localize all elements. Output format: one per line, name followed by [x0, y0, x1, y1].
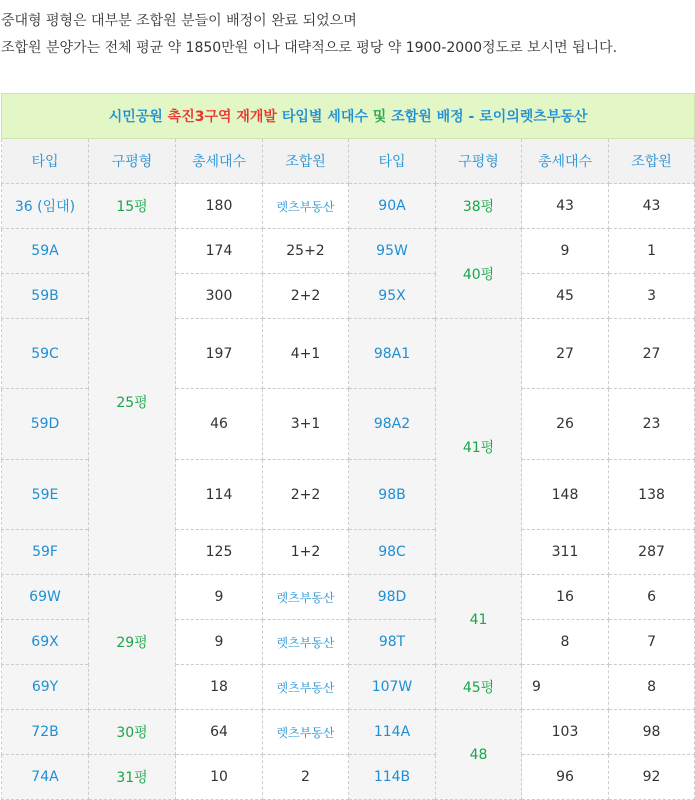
pyeong-cell: 41평	[436, 319, 522, 575]
type-cell: 36 (임대)	[2, 184, 89, 229]
type-cell: 69X	[2, 620, 89, 665]
member-cell: 2+2	[263, 274, 349, 319]
member-cell: 6	[609, 575, 695, 620]
total-cell: 125	[176, 530, 263, 575]
total-cell: 114	[176, 460, 263, 530]
type-cell: 59C	[2, 319, 89, 389]
total-cell: 96	[522, 755, 609, 800]
table-title	[2, 94, 695, 139]
member-cell: 7	[609, 620, 695, 665]
pyeong-cell: 15평	[89, 184, 176, 229]
pyeong-cell: 29평	[89, 575, 176, 710]
intro-line-2: 조합원 분양가는 전체 평균 약 1850만원 이나 대략적으로 평당 약 1900-2000정도로 보시면 됩니다.	[1, 40, 618, 56]
type-cell: 95X	[349, 274, 436, 319]
header-member: 조합원	[609, 139, 695, 184]
total-cell: 9	[522, 229, 609, 274]
table-row	[2, 575, 695, 620]
member-cell: 27	[609, 319, 695, 389]
total-cell: 26	[522, 389, 609, 460]
member-link[interactable]: 렛츠부동산	[263, 665, 349, 710]
type-cell: 69W	[2, 575, 89, 620]
total-cell: 45	[522, 274, 609, 319]
header-pyeong: 구평형	[436, 139, 522, 184]
header-total: 총세대수	[176, 139, 263, 184]
pyeong-cell: 31평	[89, 755, 176, 800]
header-type: 타입	[349, 139, 436, 184]
member-link[interactable]: 렛츠부동산	[263, 575, 349, 620]
member-cell: 8	[609, 665, 695, 710]
type-cell: 59E	[2, 460, 89, 530]
total-cell: 148	[522, 460, 609, 530]
header-type: 타입	[2, 139, 89, 184]
member-cell: 98	[609, 710, 695, 755]
type-cell: 90A	[349, 184, 436, 229]
pyeong-cell: 41	[436, 575, 522, 665]
header-pyeong: 구평형	[89, 139, 176, 184]
type-cell: 95W	[349, 229, 436, 274]
total-cell: 9	[522, 665, 609, 710]
pyeong-cell: 45평	[436, 665, 522, 710]
total-cell: 43	[522, 184, 609, 229]
type-cell: 107W	[349, 665, 436, 710]
member-cell: 1+2	[263, 530, 349, 575]
total-cell: 197	[176, 319, 263, 389]
header-total: 총세대수	[522, 139, 609, 184]
unit-allocation-table-wrap	[1, 93, 694, 800]
total-cell: 10	[176, 755, 263, 800]
total-cell: 174	[176, 229, 263, 274]
title-part-4: 및	[372, 109, 387, 125]
type-cell: 114A	[349, 710, 436, 755]
type-cell: 98D	[349, 575, 436, 620]
type-cell: 98C	[349, 530, 436, 575]
intro-line-1: 중대형 평형은 대부분 조합원 분들이 배정이 완료 되었으며	[1, 13, 357, 29]
type-cell: 69Y	[2, 665, 89, 710]
type-cell: 98A1	[349, 319, 436, 389]
type-cell: 59A	[2, 229, 89, 274]
member-cell: 43	[609, 184, 695, 229]
pyeong-cell: 25평	[89, 229, 176, 575]
total-cell: 311	[522, 530, 609, 575]
pyeong-cell: 40평	[436, 229, 522, 319]
title-part-2: 촉진3구역 재개발	[167, 109, 277, 125]
type-cell: 74A	[2, 755, 89, 800]
total-cell: 180	[176, 184, 263, 229]
member-cell: 2	[263, 755, 349, 800]
header-member: 조합원	[263, 139, 349, 184]
member-cell: 3	[609, 274, 695, 319]
pyeong-cell: 30평	[89, 710, 176, 755]
type-cell: 98T	[349, 620, 436, 665]
title-part-3: 타입별 세대수	[276, 109, 373, 125]
header-row	[2, 139, 695, 184]
total-cell: 8	[522, 620, 609, 665]
type-cell: 98B	[349, 460, 436, 530]
type-cell: 114B	[349, 755, 436, 800]
member-link[interactable]: 렛츠부동산	[263, 710, 349, 755]
title-part-5: 조합원 배정 - 로이의렛츠부동산	[386, 109, 588, 125]
member-cell: 4+1	[263, 319, 349, 389]
unit-allocation-table	[1, 93, 695, 800]
total-cell: 9	[176, 620, 263, 665]
total-cell: 103	[522, 710, 609, 755]
pyeong-cell: 38평	[436, 184, 522, 229]
member-cell: 287	[609, 530, 695, 575]
total-cell: 300	[176, 274, 263, 319]
type-cell: 59B	[2, 274, 89, 319]
table-row	[2, 229, 695, 274]
member-cell: 2+2	[263, 460, 349, 530]
total-cell: 46	[176, 389, 263, 460]
total-cell: 64	[176, 710, 263, 755]
member-link[interactable]: 렛츠부동산	[263, 620, 349, 665]
title-part-1: 시민공원	[108, 109, 168, 125]
type-cell: 59D	[2, 389, 89, 460]
member-cell: 1	[609, 229, 695, 274]
type-cell: 98A2	[349, 389, 436, 460]
table-row	[2, 710, 695, 755]
total-cell: 16	[522, 575, 609, 620]
member-cell: 23	[609, 389, 695, 460]
total-cell: 9	[176, 575, 263, 620]
type-cell: 72B	[2, 710, 89, 755]
total-cell: 27	[522, 319, 609, 389]
member-link[interactable]: 렛츠부동산	[263, 184, 349, 229]
table-row	[2, 184, 695, 229]
member-cell: 25+2	[263, 229, 349, 274]
type-cell: 59F	[2, 530, 89, 575]
member-cell: 92	[609, 755, 695, 800]
member-cell: 138	[609, 460, 695, 530]
pyeong-cell: 48	[436, 710, 522, 800]
intro-text	[1, 8, 617, 62]
table-row	[2, 755, 695, 800]
total-cell: 18	[176, 665, 263, 710]
member-cell: 3+1	[263, 389, 349, 460]
